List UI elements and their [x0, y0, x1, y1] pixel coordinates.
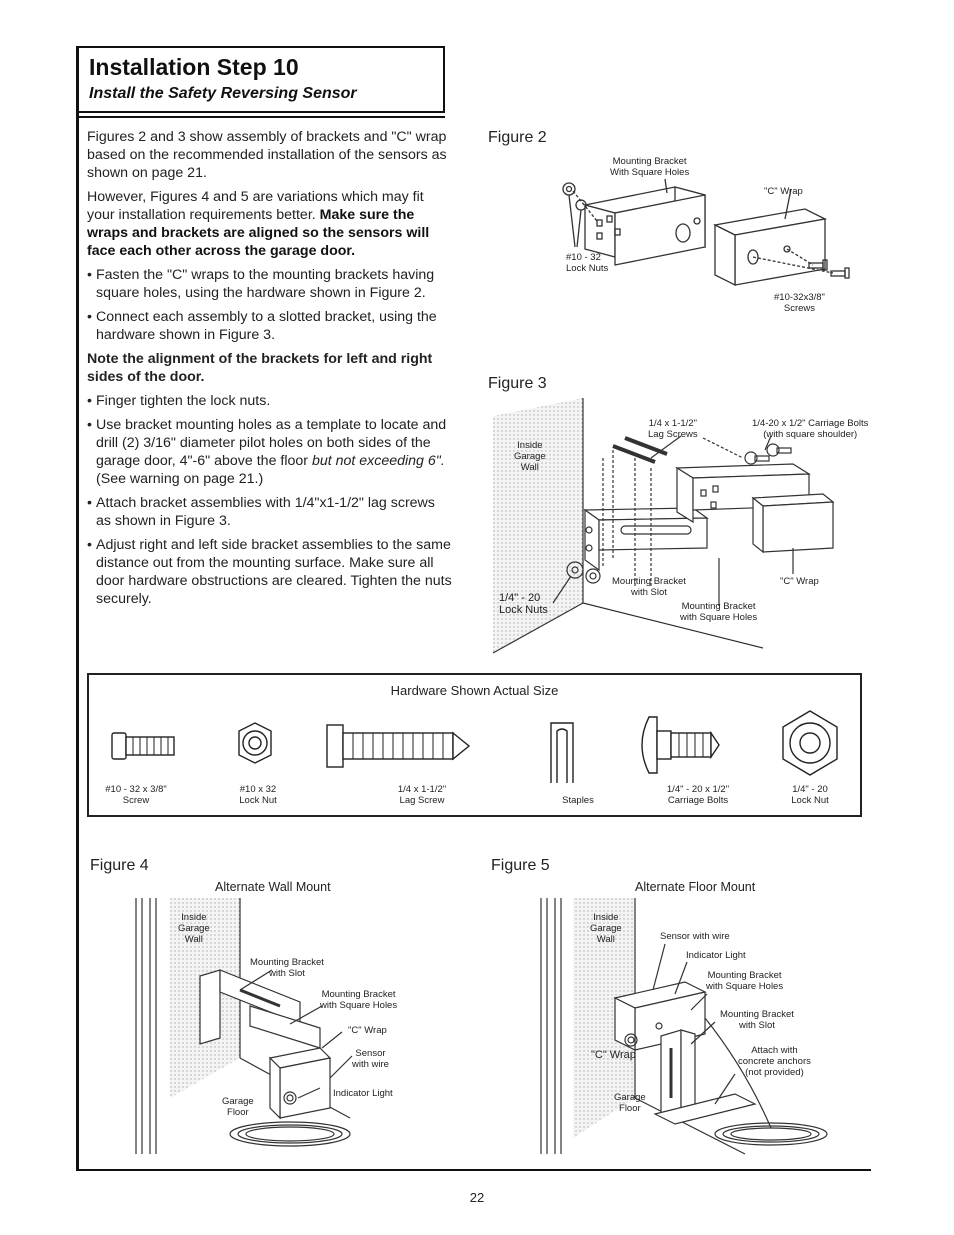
hardware-illustrations — [87, 673, 862, 817]
figure-4-label: Figure 4 — [90, 857, 149, 874]
label-line: with Slot — [269, 968, 305, 979]
label-line: with Square Holes — [680, 612, 758, 623]
label-line: Inside — [181, 912, 207, 923]
fig5-floor-label — [614, 1092, 646, 1114]
label-line: Mounting Bracket — [250, 957, 324, 968]
label-line: Garage — [222, 1096, 254, 1107]
title-box — [76, 46, 445, 113]
page-subtitle: Install the Safety Reversing Sensor — [89, 85, 357, 102]
bullet-text: Use bracket mounting holes as a template to locate and drill (2) 3/16" diameter pilot holes on both sides of the garage door, 4"-6" above the floor — [96, 417, 447, 469]
label-line: Lock Nut — [791, 795, 829, 806]
hardware-lag-screw-caption — [382, 784, 462, 806]
list-item — [87, 308, 452, 344]
label-line: With Square Holes — [610, 167, 690, 178]
fig3-c-wrap-label: "C" Wrap — [780, 576, 819, 587]
fig2-c-wrap-label: "C" Wrap — [764, 186, 803, 197]
label-line: Mounting Bracket — [681, 601, 756, 612]
hardware-lock-nut-quarter-caption — [770, 784, 850, 806]
label-line: Lock Nuts — [499, 604, 548, 616]
fig4-slot-bracket-label — [250, 957, 324, 979]
label-line: Garage — [514, 451, 546, 462]
page-title: Installation Step 10 — [89, 54, 299, 80]
label-line: Screw — [122, 795, 150, 806]
fig5-anchor-label — [738, 1045, 811, 1078]
label-line: Mounting Bracket — [321, 989, 396, 1000]
bullet-emphasis: but not exceeding 6". — [311, 453, 445, 469]
figure-3-label: Figure 3 — [488, 375, 547, 392]
label-line: Wall — [596, 934, 615, 945]
label-line: Inside — [593, 912, 619, 923]
fig3-slot-bracket-label — [612, 576, 686, 598]
label-line: Attach with — [751, 1045, 798, 1056]
figure-5-subtitle: Alternate Floor Mount — [635, 880, 756, 894]
hardware-lock-nut-caption — [218, 784, 298, 806]
label-line: concrete anchors — [738, 1056, 811, 1067]
label-line: 1/4-20 x 1/2" Carriage Bolts — [752, 418, 869, 429]
label-line: 1/4" - 20 — [792, 784, 828, 795]
label-line: Lag Screw — [399, 795, 445, 806]
label-line: 1/4" - 20 x 1/2" — [666, 784, 730, 795]
label-line: Garage — [178, 923, 210, 934]
fig5-square-bracket-label — [706, 970, 783, 992]
label-line: Floor — [619, 1103, 641, 1114]
list-item — [87, 416, 452, 488]
figure-5-label: Figure 5 — [491, 857, 550, 874]
fig4-floor-label — [222, 1096, 254, 1118]
label-line: Lock Nut — [239, 795, 277, 806]
bullet-text: Fasten the "C" wraps to the mounting brackets having square holes, using the hardware shown in Figure 2. — [96, 267, 435, 301]
figure-2-label: Figure 2 — [488, 129, 547, 146]
fig3-lock-nuts-label — [499, 592, 548, 616]
label-line: with Slot — [631, 587, 667, 598]
label-line: Mounting Bracket — [612, 156, 687, 167]
label-line: Lag Screws — [648, 429, 698, 440]
label-line: #10 - 32 x 3/8" — [105, 784, 167, 795]
instructions-column — [87, 128, 452, 614]
label-line: with Slot — [739, 1020, 775, 1031]
fig4-c-wrap-label: "C" Wrap — [348, 1025, 387, 1036]
fig5-slot-bracket-label — [720, 1009, 794, 1031]
label-line: 1/4 x 1-1/2" — [397, 784, 447, 795]
hardware-screw-caption — [96, 784, 176, 806]
bullet-icon: • — [87, 495, 92, 511]
label-line: (not provided) — [745, 1067, 804, 1078]
list-item — [87, 392, 452, 410]
bullet-text: Attach bracket assemblies with 1/4"x1-1/2" lag screws as shown in Figure 3. — [96, 495, 435, 529]
fig4-square-bracket-label — [320, 989, 397, 1011]
page-frame-bottom-rule — [76, 1169, 871, 1171]
title-underline — [76, 116, 445, 118]
label-line: 1/4 x 1-1/2" — [648, 418, 697, 429]
label-line: 1/4" - 20 — [499, 592, 541, 604]
bullet-text: Finger tighten the lock nuts. — [96, 393, 271, 409]
label-line: (with square shoulder) — [763, 429, 858, 440]
figure-2-illustration — [555, 165, 855, 305]
fig5-indicator-label: Indicator Light — [686, 950, 746, 961]
fig4-sensor-label — [352, 1048, 389, 1070]
label-line: Wall — [520, 462, 539, 473]
figure-4-subtitle: Alternate Wall Mount — [215, 880, 331, 894]
label-line: Carriage Bolts — [667, 795, 729, 806]
label-line: Garage — [590, 923, 622, 934]
variation-text: However, Figures 4 and 5 are variations which may fit your installation requirements better. — [87, 189, 424, 223]
fig2-lock-nuts-label — [566, 252, 608, 274]
label-line: Wall — [184, 934, 203, 945]
fig5-c-wrap-label: "C" Wrap — [591, 1049, 636, 1061]
list-item — [87, 266, 452, 302]
label-line: with Square Holes — [706, 981, 784, 992]
label-line: Staples — [562, 795, 594, 806]
hardware-staples-caption — [538, 784, 618, 806]
bullet-icon: • — [87, 267, 92, 283]
list-item — [87, 536, 452, 608]
label-line: #10 x 32 — [239, 784, 277, 795]
hardware-title: Hardware Shown Actual Size — [390, 683, 559, 698]
label-line: Sensor — [355, 1048, 386, 1059]
bullet-text: (See warning on page 21.) — [96, 471, 264, 487]
label-line: with wire — [352, 1059, 389, 1070]
fig3-square-bracket-label — [680, 601, 757, 623]
variation-paragraph — [87, 188, 452, 260]
list-item — [87, 494, 452, 530]
label-line: Floor — [227, 1107, 249, 1118]
fig5-wall-label — [590, 912, 622, 945]
fig4-indicator-label: Indicator Light — [333, 1088, 393, 1099]
fig3-lag-screws-label — [648, 418, 698, 440]
fig3-carriage-bolts-label — [752, 418, 868, 440]
alignment-note: Note the alignment of the brackets for left and right sides of the door. — [87, 351, 433, 385]
fig3-wall-label — [514, 440, 546, 473]
label-line: Mounting Bracket — [612, 576, 686, 587]
bullet-text: Adjust right and left side bracket assemblies to the same distance out from the mounting surface. Make sure all door hardware obstructions are cleared. Tighten the nuts securely. — [96, 537, 452, 607]
fig2-mounting-bracket-label — [610, 156, 689, 178]
label-line: Inside — [517, 440, 543, 451]
label-line: Mounting Bracket — [720, 1009, 794, 1020]
label-line: Mounting Bracket — [707, 970, 782, 981]
page-frame-left-rule — [76, 46, 79, 1171]
bullet-icon: • — [87, 537, 92, 553]
label-line: #10 - 32 — [566, 252, 601, 263]
label-line: #10-32x3/8" — [774, 292, 825, 303]
bullet-icon: • — [87, 309, 92, 325]
bullet-text: Connect each assembly to a slotted bracket, using the hardware shown in Figure 3. — [96, 309, 437, 343]
fig5-sensor-label: Sensor with wire — [660, 931, 730, 942]
fig4-wall-label — [178, 912, 210, 945]
fig2-screws-label — [774, 292, 825, 314]
label-line: Garage — [614, 1092, 646, 1103]
label-line: Screws — [783, 303, 816, 314]
intro-paragraph: Figures 2 and 3 show assembly of brackets and "C" wrap based on the recommended installation of the sensors as shown on page 21. — [87, 129, 447, 181]
label-line: Lock Nuts — [566, 263, 609, 274]
page-number: 22 — [469, 1190, 485, 1205]
hardware-carriage-bolts-caption — [658, 784, 738, 806]
bullet-icon: • — [87, 393, 92, 409]
label-line: with Square Holes — [320, 1000, 398, 1011]
alignment-warning: Make sure the wraps and brackets are aligned so the sensors will face each other across the garage door. — [87, 207, 430, 259]
bullet-icon: • — [87, 417, 92, 433]
